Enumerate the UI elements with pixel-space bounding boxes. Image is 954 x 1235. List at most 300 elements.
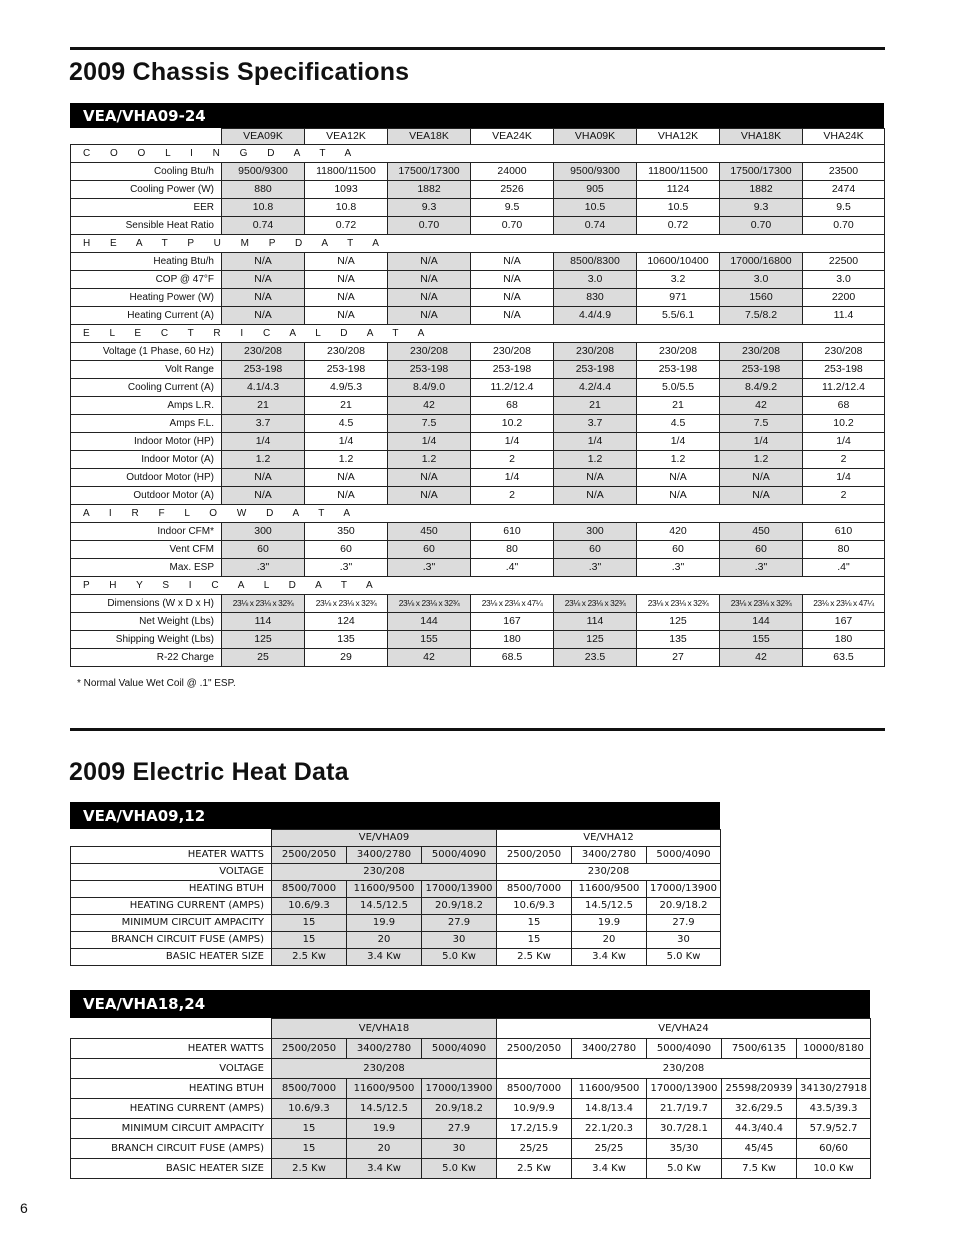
spec-value-cell: 1/4 (222, 433, 305, 451)
page-number: 6 (20, 1200, 28, 1216)
spec-value-cell: 1/4 (803, 469, 885, 487)
section-header-row (71, 325, 885, 343)
spec-row-label: Sensible Heat Ratio (71, 217, 222, 235)
heat-value-cell: 17000/13900 (647, 1079, 722, 1099)
heat-value-cell: 19.9 (347, 915, 422, 932)
heat-value-cell: 15 (272, 915, 347, 932)
spec-value-cell: 23500 (803, 163, 885, 181)
spec-row (71, 307, 885, 325)
spec-row-label: Indoor Motor (HP) (71, 433, 222, 451)
spec-value-cell: 4.5 (305, 415, 388, 433)
spec-value-cell: 253-198 (222, 361, 305, 379)
spec-value-cell: 9500/9300 (222, 163, 305, 181)
heat-value-cell: 5000/4090 (422, 847, 497, 864)
heat-row-label: BASIC HEATER SIZE (71, 949, 272, 966)
spec-value-cell: N/A (471, 307, 554, 325)
spec-value-cell: 1/4 (554, 433, 637, 451)
spec-value-cell: N/A (305, 271, 388, 289)
spec-value-cell: 4.1/4.3 (222, 379, 305, 397)
spec-value-cell: 1882 (720, 181, 803, 199)
spec-value-cell: 80 (803, 541, 885, 559)
spec-value-cell: 114 (222, 613, 305, 631)
spec-value-cell: .3" (388, 559, 471, 577)
spec-row (71, 559, 885, 577)
spec-row (71, 217, 885, 235)
spec-row (71, 415, 885, 433)
spec-value-cell: 80 (471, 541, 554, 559)
spec-value-cell: 10.5 (554, 199, 637, 217)
heat-value-cell: 3.4 Kw (347, 949, 422, 966)
heat-value-cell: 5000/4090 (647, 1039, 722, 1059)
heat-value-cell: 14.5/12.5 (572, 898, 647, 915)
spec-value-cell: 2474 (803, 181, 885, 199)
heat-value-cell: 2.5 Kw (497, 949, 572, 966)
spec-value-cell: 23⅛ x 23⅛ x 47¼ (471, 595, 554, 613)
spec-value-cell: N/A (388, 469, 471, 487)
spec-value-cell: 23⅛ x 23⅛ x 32¾ (554, 595, 637, 613)
spec-value-cell: 9.3 (720, 199, 803, 217)
heat-value-cell: 35/30 (647, 1139, 722, 1159)
spec-value-cell: 4.9/5.3 (305, 379, 388, 397)
model-header-cell: VHA18K (720, 129, 803, 145)
heat-row-label: BRANCH CIRCUIT FUSE (AMPS) (71, 1139, 272, 1159)
spec-value-cell: 135 (637, 631, 720, 649)
heat-value-cell: 25/25 (572, 1139, 647, 1159)
spec-value-cell: 1/4 (637, 433, 720, 451)
spec-value-cell: 167 (803, 613, 885, 631)
heat-row-label: VOLTAGE (71, 864, 272, 881)
section-title: E L E C T R I C A L D A T A (71, 325, 885, 343)
heat-value-cell: 60/60 (797, 1139, 871, 1159)
spec-value-cell: N/A (388, 487, 471, 505)
middle-rule (70, 728, 885, 731)
spec-value-cell: 253-198 (720, 361, 803, 379)
spec-value-cell: 60 (305, 541, 388, 559)
heat-value-cell: 27.9 (647, 915, 721, 932)
spec-row-label: Heating Btu/h (71, 253, 222, 271)
spec-value-cell: 3.2 (637, 271, 720, 289)
heat-value-cell: 20.9/18.2 (422, 898, 497, 915)
heat-value-cell: 25/25 (497, 1139, 572, 1159)
spec-row-label: R-22 Charge (71, 649, 222, 667)
spec-value-cell: N/A (471, 253, 554, 271)
spec-value-cell: 11800/11500 (637, 163, 720, 181)
spec-value-cell: N/A (637, 487, 720, 505)
heat-value-cell: 30 (647, 932, 721, 949)
spec-value-cell: 125 (222, 631, 305, 649)
spec-value-cell: 0.72 (305, 217, 388, 235)
spec-value-cell: 230/208 (720, 343, 803, 361)
spec-value-cell: N/A (222, 307, 305, 325)
spec-value-cell: 3.0 (554, 271, 637, 289)
spec-row-label: Amps L.R. (71, 397, 222, 415)
spec-value-cell: 23⅛ x 23⅛ x 32¾ (388, 595, 471, 613)
spec-value-cell: 230/208 (471, 343, 554, 361)
spec-row (71, 451, 885, 469)
spec-row-label: EER (71, 199, 222, 217)
spec-value-cell: 1.2 (637, 451, 720, 469)
spec-value-cell: 125 (554, 631, 637, 649)
spec-value-cell: N/A (222, 253, 305, 271)
heat-value-cell: 230/208 (497, 1059, 871, 1079)
spec-value-cell: 42 (388, 649, 471, 667)
spec-row (71, 289, 885, 307)
section-header-row (71, 235, 885, 253)
header-blank-cell (71, 1019, 272, 1039)
heat-value-cell: 8500/7000 (272, 1079, 347, 1099)
spec-value-cell: N/A (554, 487, 637, 505)
spec-value-cell: .3" (720, 559, 803, 577)
spec-value-cell: 10.5 (637, 199, 720, 217)
heat-value-cell: 57.9/52.7 (797, 1119, 871, 1139)
spec-value-cell: N/A (222, 271, 305, 289)
spec-value-cell: 23⅛ x 23⅛ x 32¾ (637, 595, 720, 613)
heat-value-cell: 2500/2050 (497, 847, 572, 864)
spec-value-cell: 4.2/4.4 (554, 379, 637, 397)
heat-value-cell: 20 (347, 1139, 422, 1159)
model-group-header: VE/VHA12 (497, 830, 721, 847)
heat-value-cell: 8500/7000 (497, 1079, 572, 1099)
chassis-title: 2009 Chassis Specifications (69, 58, 410, 86)
spec-value-cell: 1882 (388, 181, 471, 199)
spec-value-cell: N/A (305, 289, 388, 307)
heat-value-cell: 3400/2780 (572, 847, 647, 864)
spec-value-cell: 2200 (803, 289, 885, 307)
spec-value-cell: 8.4/9.2 (720, 379, 803, 397)
spec-value-cell: 11.2/12.4 (471, 379, 554, 397)
spec-row (71, 595, 885, 613)
heat-table-09-12-body (70, 829, 721, 966)
heat-value-cell: 3.4 Kw (572, 1159, 647, 1179)
spec-value-cell: 1560 (720, 289, 803, 307)
heat-value-cell: 20.9/18.2 (422, 1099, 497, 1119)
heat-row-label: BASIC HEATER SIZE (71, 1159, 272, 1179)
model-header-cell: VHA12K (637, 129, 720, 145)
spec-value-cell: 68.5 (471, 649, 554, 667)
heat-value-cell: 14.8/13.4 (572, 1099, 647, 1119)
spec-value-cell: 0.70 (720, 217, 803, 235)
spec-value-cell: .3" (222, 559, 305, 577)
section-header-row (71, 577, 885, 595)
spec-value-cell: 167 (471, 613, 554, 631)
spec-value-cell: .4" (471, 559, 554, 577)
spec-value-cell: N/A (554, 469, 637, 487)
spec-value-cell: 230/208 (222, 343, 305, 361)
model-group-header: VE/VHA18 (272, 1019, 497, 1039)
spec-value-cell: 60 (720, 541, 803, 559)
heat-row-label: MINIMUM CIRCUIT AMPACITY (71, 1119, 272, 1139)
model-header-cell: VEA12K (305, 129, 388, 145)
heat-value-cell: 22.1/20.3 (572, 1119, 647, 1139)
spec-value-cell: .3" (554, 559, 637, 577)
spec-value-cell: N/A (720, 469, 803, 487)
section-title: P H Y S I C A L D A T A (71, 577, 885, 595)
heat-row (71, 1139, 871, 1159)
heat-value-cell: 15 (497, 932, 572, 949)
spec-value-cell: 230/208 (554, 343, 637, 361)
heat-value-cell: 17000/13900 (422, 881, 497, 898)
section-title: H E A T P U M P D A T A (71, 235, 885, 253)
heat-value-cell: 10.0 Kw (797, 1159, 871, 1179)
heat-row (71, 881, 721, 898)
model-header-row (71, 129, 885, 145)
spec-row-label: Volt Range (71, 361, 222, 379)
spec-value-cell: 253-198 (471, 361, 554, 379)
spec-value-cell: 5.0/5.5 (637, 379, 720, 397)
spec-value-cell: 1.2 (388, 451, 471, 469)
spec-value-cell: N/A (305, 307, 388, 325)
heat-value-cell: 20.9/18.2 (647, 898, 721, 915)
spec-value-cell: 60 (222, 541, 305, 559)
spec-value-cell: 1.2 (222, 451, 305, 469)
spec-value-cell: 11.2/12.4 (803, 379, 885, 397)
spec-value-cell: 23⅛ x 23⅛ x 32¾ (222, 595, 305, 613)
spec-value-cell: 1/4 (388, 433, 471, 451)
model-header-cell: VHA09K (554, 129, 637, 145)
heat-row-label: MINIMUM CIRCUIT AMPACITY (71, 915, 272, 932)
heat-value-cell: 19.9 (347, 1119, 422, 1139)
heat-value-cell: 3400/2780 (572, 1039, 647, 1059)
heat-value-cell: 30 (422, 932, 497, 949)
spec-value-cell: 180 (803, 631, 885, 649)
spec-value-cell: 905 (554, 181, 637, 199)
spec-value-cell: 230/208 (388, 343, 471, 361)
spec-value-cell: 4.4/4.9 (554, 307, 637, 325)
heat-value-cell: 43.5/39.3 (797, 1099, 871, 1119)
heat-row-label: BRANCH CIRCUIT FUSE (AMPS) (71, 932, 272, 949)
spec-row-label: Outdoor Motor (A) (71, 487, 222, 505)
spec-row-label: Heating Current (A) (71, 307, 222, 325)
spec-value-cell: 68 (471, 397, 554, 415)
heat-value-cell: 27.9 (422, 915, 497, 932)
spec-row-label: Max. ESP (71, 559, 222, 577)
heat-row (71, 864, 721, 881)
spec-value-cell: 450 (720, 523, 803, 541)
spec-row-label: Indoor Motor (A) (71, 451, 222, 469)
heat-value-cell: 5000/4090 (422, 1039, 497, 1059)
spec-value-cell: N/A (471, 289, 554, 307)
spec-row (71, 433, 885, 451)
spec-row-label: Heating Power (W) (71, 289, 222, 307)
spec-value-cell: 155 (720, 631, 803, 649)
spec-value-cell: 60 (388, 541, 471, 559)
heat-row-label: HEATING BTUH (71, 881, 272, 898)
heat-row (71, 932, 721, 949)
heat-row (71, 1039, 871, 1059)
spec-value-cell: 11.4 (803, 307, 885, 325)
spec-value-cell: N/A (388, 289, 471, 307)
heat-value-cell: 30 (422, 1139, 497, 1159)
heat-value-cell: 7500/6135 (722, 1039, 797, 1059)
model-group-header: VE/VHA09 (272, 830, 497, 847)
heat-table-18-24-body (70, 1018, 871, 1179)
heat-value-cell: 8500/7000 (272, 881, 347, 898)
spec-value-cell: 230/208 (637, 343, 720, 361)
spec-value-cell: 880 (222, 181, 305, 199)
spec-value-cell: N/A (222, 487, 305, 505)
spec-row (71, 361, 885, 379)
spec-value-cell: 610 (803, 523, 885, 541)
heat-value-cell: 2500/2050 (497, 1039, 572, 1059)
spec-value-cell: 23⅛ x 23⅛ x 32¾ (720, 595, 803, 613)
heat-value-cell: 25598/20939 (722, 1079, 797, 1099)
spec-value-cell: .3" (305, 559, 388, 577)
spec-value-cell: 68 (803, 397, 885, 415)
spec-value-cell: 10.2 (803, 415, 885, 433)
spec-row-label: Voltage (1 Phase, 60 Hz) (71, 343, 222, 361)
heat-table-18-24 (70, 990, 871, 1179)
heat-value-cell: 17000/13900 (422, 1079, 497, 1099)
spec-value-cell: 23⅛ x 23⅛ x 32¾ (305, 595, 388, 613)
heat-value-cell: 3400/2780 (347, 847, 422, 864)
heat-row (71, 1079, 871, 1099)
heat-value-cell: 20 (347, 932, 422, 949)
heat-row (71, 1159, 871, 1179)
chassis-spec-table (70, 103, 885, 667)
spec-value-cell: 1/4 (720, 433, 803, 451)
heat-row-label: HEATING CURRENT (AMPS) (71, 898, 272, 915)
spec-value-cell: 17500/17300 (720, 163, 803, 181)
top-rule (70, 47, 885, 50)
chassis-table-title: VEA/VHA09-24 (70, 103, 884, 128)
chassis-table-body (70, 128, 885, 667)
spec-value-cell: 1.2 (720, 451, 803, 469)
heat-value-cell: 10000/8180 (797, 1039, 871, 1059)
heat-value-cell: 10.6/9.3 (272, 1099, 347, 1119)
spec-value-cell: N/A (637, 469, 720, 487)
spec-row-label: Vent CFM (71, 541, 222, 559)
spec-value-cell: 60 (554, 541, 637, 559)
spec-value-cell: N/A (305, 253, 388, 271)
spec-value-cell: 5.5/6.1 (637, 307, 720, 325)
heat-value-cell: 14.5/12.5 (347, 898, 422, 915)
heat-value-cell: 15 (272, 932, 347, 949)
spec-value-cell: 27 (637, 649, 720, 667)
spec-row-label: Amps F.L. (71, 415, 222, 433)
section-title: C O O L I N G D A T A (71, 145, 885, 163)
spec-value-cell: 125 (637, 613, 720, 631)
model-header-cell: VEA09K (222, 129, 305, 145)
heat-value-cell: 2500/2050 (272, 847, 347, 864)
heat-value-cell: 230/208 (272, 1059, 497, 1079)
spec-row (71, 613, 885, 631)
spec-row (71, 181, 885, 199)
spec-row-label: Cooling Power (W) (71, 181, 222, 199)
spec-value-cell: 1.2 (554, 451, 637, 469)
spec-value-cell: 0.74 (222, 217, 305, 235)
spec-row-label: Cooling Current (A) (71, 379, 222, 397)
spec-value-cell: 114 (554, 613, 637, 631)
spec-value-cell: 1/4 (471, 469, 554, 487)
spec-value-cell: 1/4 (471, 433, 554, 451)
spec-value-cell: 1124 (637, 181, 720, 199)
spec-value-cell: 155 (388, 631, 471, 649)
spec-value-cell: 135 (305, 631, 388, 649)
spec-value-cell: N/A (222, 469, 305, 487)
heat-table-09-12-title: VEA/VHA09,12 (70, 802, 720, 829)
heat-row (71, 1099, 871, 1119)
spec-value-cell: 144 (720, 613, 803, 631)
heat-row (71, 949, 721, 966)
spec-value-cell: 10.2 (471, 415, 554, 433)
spec-row (71, 397, 885, 415)
heat-value-cell: 5.0 Kw (647, 1159, 722, 1179)
spec-value-cell: 42 (388, 397, 471, 415)
spec-value-cell: 23⅛ x 23⅛ x 47¼ (803, 595, 885, 613)
heat-value-cell: 2.5 Kw (272, 949, 347, 966)
section-title: A I R F L O W D A T A (71, 505, 885, 523)
header-blank-cell (71, 129, 222, 145)
header-blank-cell (71, 830, 272, 847)
heat-value-cell: 3.4 Kw (572, 949, 647, 966)
spec-value-cell: 1/4 (305, 433, 388, 451)
spec-value-cell: 42 (720, 397, 803, 415)
spec-value-cell: 0.70 (388, 217, 471, 235)
spec-value-cell: N/A (305, 487, 388, 505)
spec-value-cell: N/A (388, 307, 471, 325)
spec-row-label: Indoor CFM* (71, 523, 222, 541)
spec-value-cell: 8.4/9.0 (388, 379, 471, 397)
spec-value-cell: 17500/17300 (388, 163, 471, 181)
spec-value-cell: 253-198 (803, 361, 885, 379)
spec-value-cell: 10.8 (305, 199, 388, 217)
spec-value-cell: 300 (554, 523, 637, 541)
spec-value-cell: 21 (305, 397, 388, 415)
spec-row-label: Dimensions (W x D x H) (71, 595, 222, 613)
spec-value-cell: 610 (471, 523, 554, 541)
spec-value-cell: 230/208 (803, 343, 885, 361)
spec-value-cell: N/A (388, 253, 471, 271)
spec-value-cell: 17000/16800 (720, 253, 803, 271)
spec-value-cell: 2 (471, 451, 554, 469)
spec-row (71, 343, 885, 361)
spec-value-cell: 420 (637, 523, 720, 541)
spec-row (71, 649, 885, 667)
spec-value-cell: 21 (554, 397, 637, 415)
heat-value-cell: 27.9 (422, 1119, 497, 1139)
spec-value-cell: 22500 (803, 253, 885, 271)
spec-value-cell: N/A (305, 469, 388, 487)
spec-value-cell: 9.3 (388, 199, 471, 217)
heat-value-cell: 45/45 (722, 1139, 797, 1159)
model-header-cell: VEA18K (388, 129, 471, 145)
spec-row-label: Outdoor Motor (HP) (71, 469, 222, 487)
heat-value-cell: 15 (272, 1139, 347, 1159)
heat-value-cell: 30.7/28.1 (647, 1119, 722, 1139)
heat-row (71, 915, 721, 932)
spec-value-cell: 3.0 (803, 271, 885, 289)
spec-value-cell: N/A (222, 289, 305, 307)
heat-value-cell: 5000/4090 (647, 847, 721, 864)
spec-value-cell: 9.5 (803, 199, 885, 217)
spec-row (71, 523, 885, 541)
section-header-row (71, 145, 885, 163)
spec-row-label: Cooling Btu/h (71, 163, 222, 181)
heat-value-cell: 11600/9500 (572, 881, 647, 898)
spec-value-cell: 8500/8300 (554, 253, 637, 271)
spec-value-cell: 3.0 (720, 271, 803, 289)
spec-row (71, 253, 885, 271)
model-header-cell: VHA24K (803, 129, 885, 145)
spec-value-cell: N/A (720, 487, 803, 505)
model-header-cell: VEA24K (471, 129, 554, 145)
spec-row (71, 199, 885, 217)
spec-value-cell: 300 (222, 523, 305, 541)
heat-row-label: VOLTAGE (71, 1059, 272, 1079)
spec-value-cell: 0.70 (803, 217, 885, 235)
spec-row (71, 271, 885, 289)
spec-value-cell: 253-198 (554, 361, 637, 379)
